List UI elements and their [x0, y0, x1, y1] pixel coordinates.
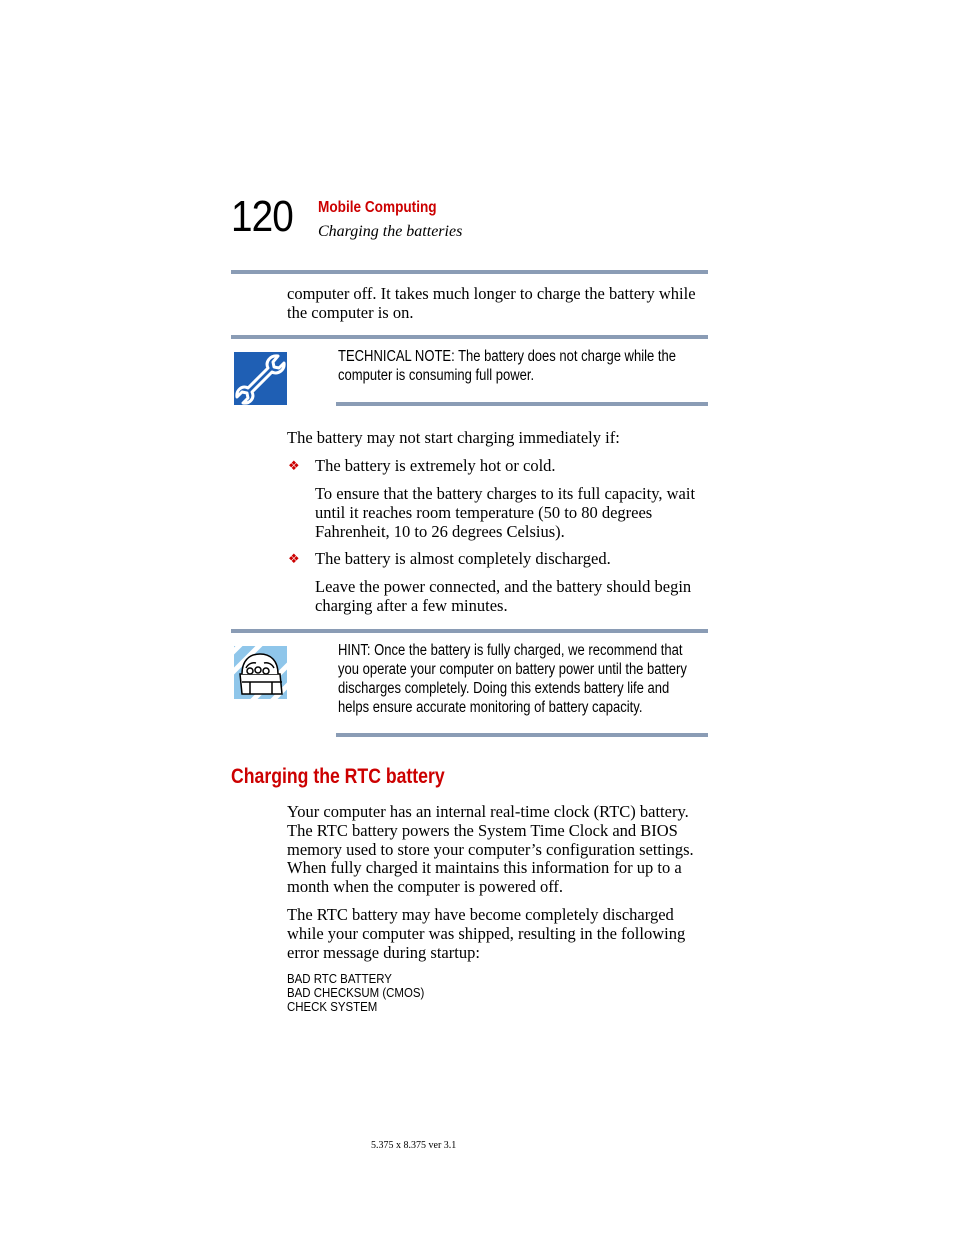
rtc-paragraph-1	[287, 803, 712, 897]
note-bottom-rule	[336, 402, 708, 406]
section-heading: Charging the RTC battery	[231, 765, 445, 788]
paragraph-line: memory used to store your computer’s configuration settings.	[287, 839, 694, 859]
intro-line: the computer is on.	[287, 302, 414, 322]
error-line: BAD RTC BATTERY	[287, 971, 392, 986]
hint-bottom-rule	[336, 733, 708, 737]
paragraph-line: When fully charged it maintains this information for up to a	[287, 858, 682, 878]
chapter-title: Mobile Computing	[318, 199, 437, 216]
note-top-rule	[231, 335, 708, 339]
intro-paragraph	[287, 285, 712, 323]
paragraph-line: The RTC battery powers the System Time Clock and BIOS	[287, 820, 678, 840]
hint-line: helps ensure accurate monitoring of battery capacity.	[338, 699, 643, 716]
detail-line: Leave the power connected, and the battery should begin	[315, 577, 692, 596]
hint-top-rule	[231, 629, 708, 633]
technical-note-line: computer is consuming full power.	[338, 367, 535, 384]
list-item-detail	[315, 578, 715, 616]
wrench-icon	[234, 352, 287, 405]
hint-line: discharges completely. Doing this extends battery life and	[338, 680, 670, 697]
footer-version: 5.375 x 8.375 ver 3.1	[371, 1140, 457, 1151]
hint-text	[338, 641, 687, 717]
detail-line: To ensure that the battery charges to its full capacity, wait	[315, 484, 696, 503]
detail-line: until it reaches room temperature (50 to 80 degrees	[315, 502, 653, 522]
section-title: Charging the batteries	[318, 223, 463, 240]
bullet-icon: ❖	[288, 459, 300, 474]
treasure-chest-icon	[234, 646, 287, 699]
technical-note-line: TECHNICAL NOTE: The battery does not charge while the	[338, 348, 676, 365]
header-rule	[231, 270, 708, 274]
page-number: 120	[231, 192, 293, 241]
paragraph-line: month when the computer is powered off.	[287, 877, 564, 897]
hint-line: you operate your computer on battery power until the battery	[338, 661, 687, 678]
list-item-label: The battery is extremely hot or cold.	[315, 456, 556, 475]
error-line: BAD CHECKSUM (CMOS)	[287, 985, 425, 1000]
bullet-icon: ❖	[288, 552, 300, 567]
paragraph-line: error message during startup:	[287, 942, 480, 962]
list-item-label: The battery is almost completely discharged.	[315, 549, 611, 568]
rtc-paragraph-2	[287, 906, 712, 962]
technical-note	[338, 347, 676, 385]
hint-line: HINT: Once the battery is fully charged, we recommend that	[338, 642, 683, 659]
list-lead: The battery may not start charging immediately if:	[287, 428, 620, 447]
error-line: CHECK SYSTEM	[287, 999, 378, 1014]
error-message	[287, 972, 424, 1014]
list-item-detail	[315, 485, 715, 541]
paragraph-line: while your computer was shipped, resulting in the following	[287, 923, 686, 943]
detail-line: charging after a few minutes.	[315, 595, 508, 615]
intro-line: computer off. It takes much longer to charge the battery while	[287, 284, 696, 303]
paragraph-line: Your computer has an internal real-time clock (RTC) battery.	[287, 802, 689, 821]
paragraph-line: The RTC battery may have become completely discharged	[287, 905, 674, 924]
detail-line: Fahrenheit, 10 to 26 degrees Celsius).	[315, 521, 565, 541]
